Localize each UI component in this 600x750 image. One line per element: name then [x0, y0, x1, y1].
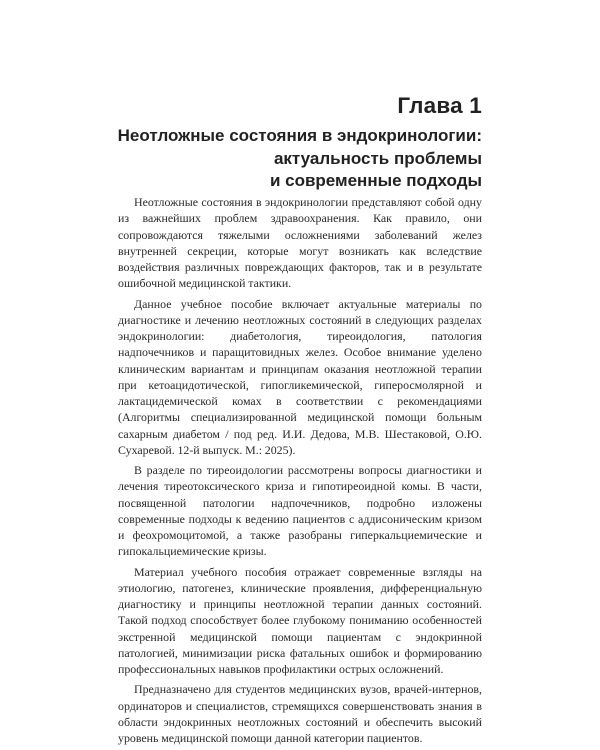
- chapter-title-line-1: Неотложные состояния в эндокринологии:: [117, 126, 482, 145]
- chapter-title-line-3: и современные подходы: [269, 171, 482, 190]
- chapter-body: [118, 194, 482, 750]
- paragraph-scope: Данное учебное пособие включает актуальные материалы по диагностике и лечению неотложных состояний в следующих разделах эндокринологии: диабетология, тиреоидология, патология надпочечников и паращитовидных желез. Особое внимание уделено клиническим вариантам и принципам оказания неотложной терапии при кетоацидотической, гипогликемической, гиперосмолярной и лактацидемической комах в соответствии с рекомендациями (Алгоритмы специализированной медицинской помощи больным сахарным диабетом / под ред. И.И. Дедова, М.В. Шестаковой, О.Ю. Сухаревой. 12-й выпуск. М.: 2025).: [118, 296, 482, 457]
- paragraph-intro: Неотложные состояния в эндокринологии представляют собой одну из важнейших проблем здравоохранения. Как правило, они сопровождаются тяжелыми осложнениями заболеваний желез внутренней секреции, которые могут возникать как вследствие воздействия различных повреждающих факторов, так и в результате ошибочной медицинской тактики.: [118, 195, 482, 291]
- chapter-heading: [62, 92, 482, 193]
- paragraph-approach: Материал учебного пособия отражает современные взгляды на этиологию, патогенез, клинические проявления, дифференциальную диагностику и принципы неотложной терапии данных состояний. Такой подход способствует более глубокому пониманию особенностей экстренной медицинской помощи пациентам с эндокринной патологией, минимизации риска фатальных ошибок и формированию профессиональных навыков профилактики острых осложнений.: [118, 564, 482, 676]
- chapter-number: Глава 1: [397, 93, 482, 118]
- paragraph-thyroid-adrenal: В разделе по тиреоидологии рассмотрены вопросы диагностики и лечения тиреотоксического криза и гипотиреоидной комы. В части, посвященной патологии надпочечников, подробно изложены современные подходы к ведению пациентов с аддисоническим кризом и феохромоцитомой, а также разобраны гиперкальциемические и гипокальциемические кризы.: [118, 463, 482, 559]
- paragraph-audience: Предназначено для студентов медицинских вузов, врачей-интернов, ординаторов и специалистов, стремящихся совершенствовать знания в области эндокринных неотложных состояний и обеспечить высокий уровень медицинской помощи данной категории пациентов.: [118, 682, 482, 745]
- chapter-title-line-2: актуальность проблемы: [273, 148, 482, 168]
